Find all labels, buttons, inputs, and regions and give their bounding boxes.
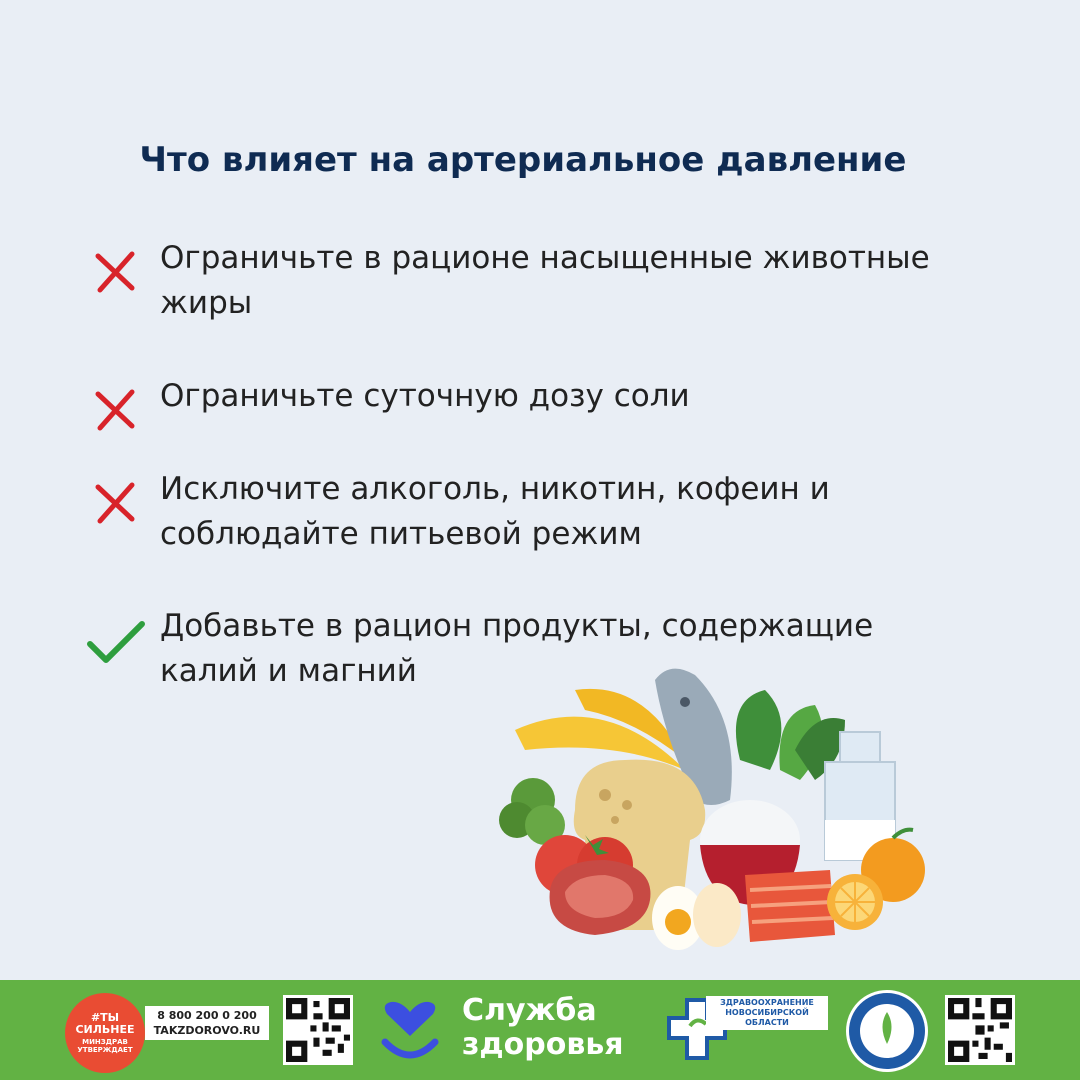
org-line: ЗДРАВООХРАНЕНИЕ	[720, 998, 814, 1007]
list-item-line: Ограничьте в рационе насыщенные животные	[160, 240, 930, 276]
cross-icon	[92, 386, 138, 432]
hotline-box	[145, 1006, 269, 1040]
broccoli-icon	[499, 778, 565, 845]
egg-icon	[652, 883, 741, 950]
hotline-phone: 8 800 200 0 200	[157, 1009, 257, 1022]
brand-line: здоровья	[462, 1027, 624, 1062]
org-label	[706, 996, 828, 1030]
org-line: НОВОСИБИРСКОЙ ОБЛАСТИ	[725, 1008, 809, 1027]
cross-icon	[92, 479, 138, 525]
salmon-icon	[745, 870, 835, 942]
check-icon	[86, 620, 146, 666]
list-item-text	[160, 467, 980, 557]
list-item-text	[160, 374, 980, 419]
list-item-line: Исключите алкоголь, никотин, кофеин и	[160, 471, 830, 507]
list-item-line: Ограничьте суточную дозу соли	[160, 378, 690, 414]
qr-code-icon[interactable]	[945, 995, 1015, 1065]
list-item-line: жиры	[160, 285, 253, 321]
qr-code-icon[interactable]	[283, 995, 353, 1065]
campaign-subtitle: МИНЗДРАВ УТВЕРЖДАЕТ	[77, 1038, 133, 1054]
hotline-site: TAKZDOROVO.RU	[153, 1024, 261, 1037]
list-item-line: калий и магний	[160, 653, 417, 689]
footer-bar	[0, 980, 1080, 1080]
list-item-line: Добавьте в рацион продукты, содержащие	[160, 608, 874, 644]
campaign-logo	[65, 993, 145, 1073]
list-item-line: соблюдайте питьевой режим	[160, 516, 642, 552]
brand-line: Служба	[462, 993, 597, 1028]
campaign-hashtag: #ТЫ	[90, 1011, 120, 1024]
food-illustration	[495, 660, 935, 960]
campaign-word: СИЛЬНЕЕ	[75, 1023, 135, 1036]
medical-center-seal-icon	[844, 988, 930, 1074]
list-item-text	[160, 236, 980, 326]
page-title: Что влияет на артериальное давление	[139, 140, 907, 180]
cross-icon	[92, 248, 138, 294]
heart-logo-icon	[375, 996, 445, 1066]
service-brand	[462, 994, 624, 1062]
